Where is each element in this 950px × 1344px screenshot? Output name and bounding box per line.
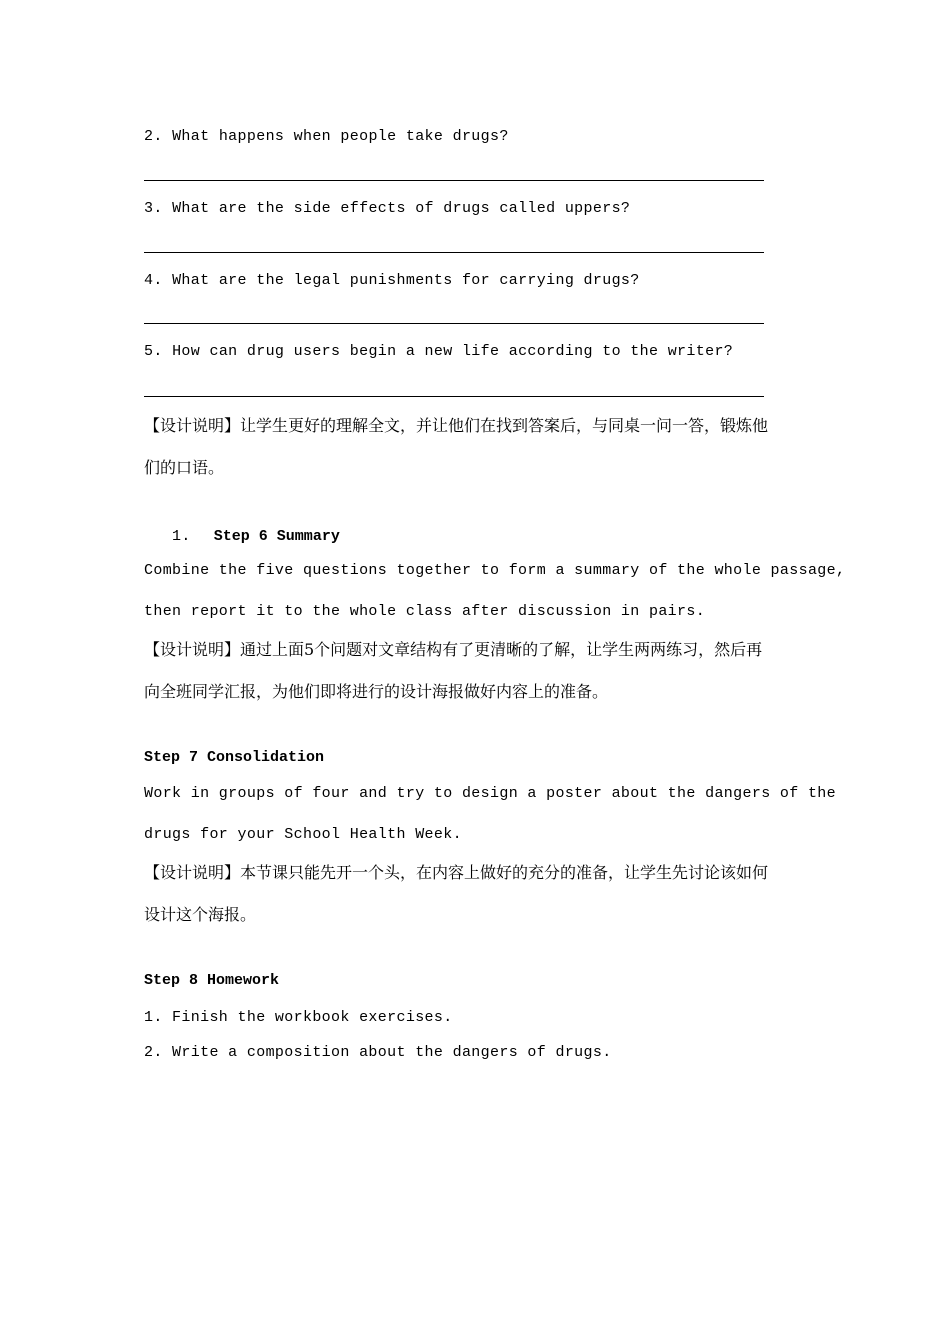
list-number: 1. [172,528,191,545]
answer-line [144,396,764,397]
question-4 [144,272,640,289]
step-7-heading: Step 7 Consolidation [144,749,325,766]
question-text: What are the side effects of drugs called uppers? [172,200,631,217]
design-note-line: 【设计说明】本节课只能先开一个头，在内容上做好的充分的准备，让学生先讨论该如何 [144,863,769,882]
question-text: What happens when people take drugs? [172,128,509,145]
answer-line [144,180,764,181]
design-note-line: 设计这个海报。 [144,905,257,924]
step-6-heading [172,525,340,545]
question-number: 2. [144,128,163,145]
answer-line [144,252,764,253]
answer-line [144,323,764,324]
step-body-line: then report it to the whole class after discussion in pairs. [144,603,706,620]
step-title: Step 6 Summary [213,528,340,545]
step-8-heading: Step 8 Homework [144,972,280,989]
question-number: 5. [144,343,163,360]
step-body-line: drugs for your School Health Week. [144,826,462,843]
question-number: 3. [144,200,163,217]
design-note-line: 向全班同学汇报，为他们即将进行的设计海报做好内容上的准备。 [144,682,609,701]
design-note-line: 【设计说明】通过上面5个问题对文章结构有了更清晰的了解，让学生两两练习，然后再 [144,640,763,659]
question-text: What are the legal punishments for carrying drugs? [172,272,640,289]
question-number: 4. [144,272,163,289]
homework-item: 1. Finish the workbook exercises. [144,1009,453,1026]
question-5 [144,343,733,360]
design-note-line: 们的口语。 [144,458,225,477]
design-note-line: 【设计说明】让学生更好的理解全文，并让他们在找到答案后，与同桌一问一答，锻炼他 [144,416,769,435]
question-3 [144,200,630,217]
step-body-line: Combine the five questions together to form a summary of the whole passage, [144,562,846,579]
step-body-line: Work in groups of four and try to design a poster about the dangers of the [144,785,837,802]
question-2 [144,128,509,145]
homework-item: 2. Write a composition about the dangers of drugs. [144,1044,612,1061]
question-text: How can drug users begin a new life according to the writer? [172,343,734,360]
